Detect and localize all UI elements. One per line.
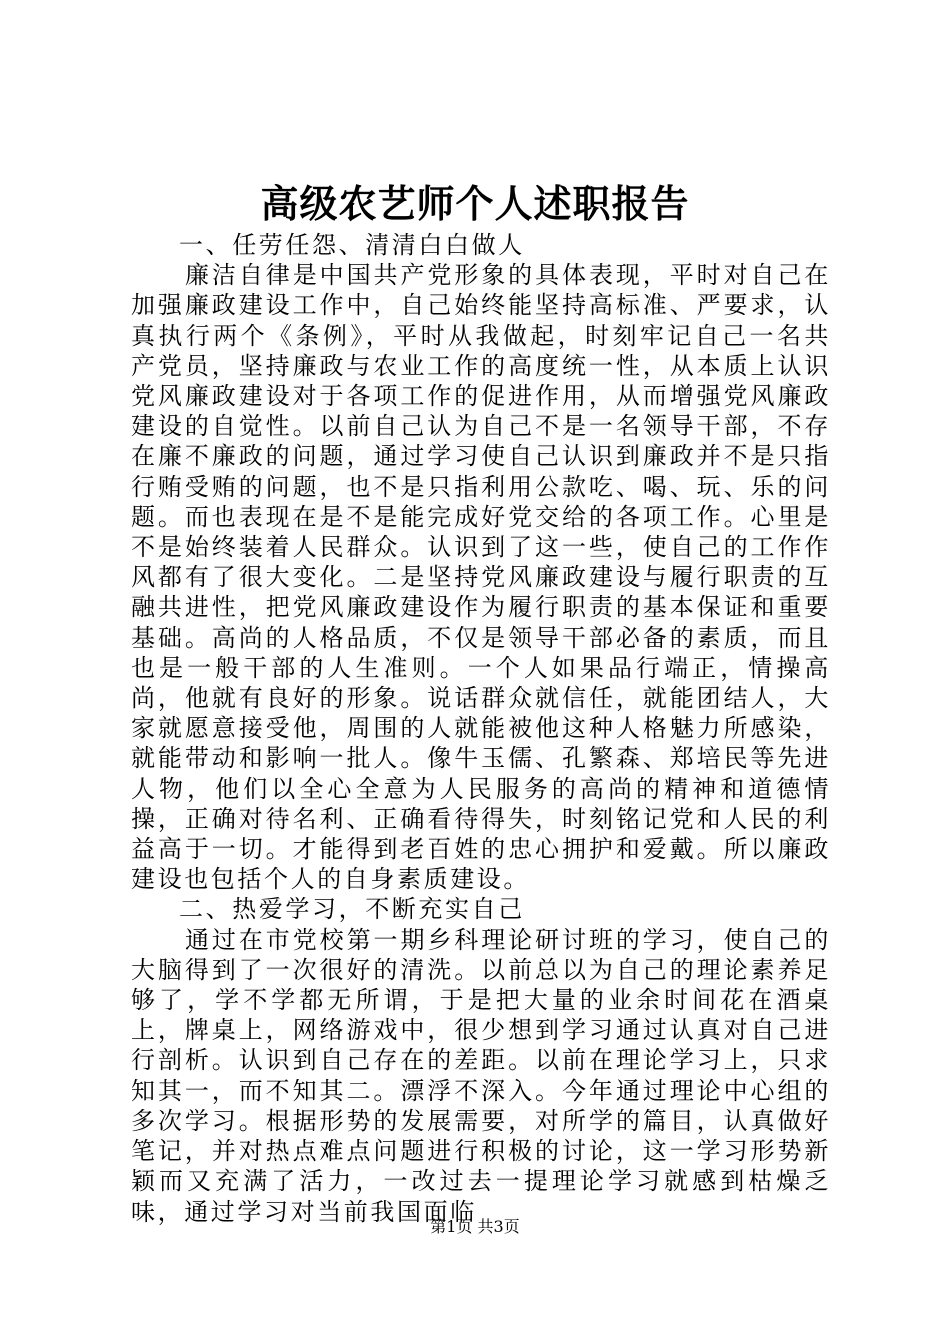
section-1-paragraph: 廉洁自律是中国共产党形象的具体表现，平时对自己在加强廉政建设工作中，自己始终能坚持高标准、严要求，认真执行两个《条例》，平时从我做起，时刻牢记自己一名共产党员，坚持廉政与农业工作的高度统一性，从本质上认识党风廉政建设对于各项工作的促进作用，从而增强党风廉政建设的自觉性。以前自己认为自己不是一名领导干部，不存在廉不廉政的问题，通过学习使自己认识到廉政并不是只指行贿受贿的问题，也不是只指利用公款吃、喝、玩、乐的问题。而也表现在是不是能完成好党交给的各项工作。心里是不是始终装着人民群众。认识到了这一些，使自己的工作作风都有了很大变化。二是坚持党风廉政建设与履行职责的互融共进性，把党风廉政建设作为履行职责的基本保证和重要基础。高尚的人格品质，不仅是领导干部必备的素质，而且也是一般干部的人生准则。一个人如果品行端正，情操高尚，他就有良好的形象。说话群众就信任，就能团结人，大家就愿意接受他，周围的人就能被他这种人格魅力所感染，就能带动和影响一批人。像牛玉儒、孔繁森、郑培民等先进人物，他们以全心全意为人民服务的高尚的精神和道德情操，正确对待名利、正确看待得失，时刻铭记党和人民的利益高于一切。才能得到老百姓的忠心拥护和爱戴。所以廉政建设也包括个人的自身素质建设。 [131, 261, 831, 894]
document-body [131, 230, 831, 1227]
section-2-heading: 二、热爱学习，不断充实自己 [179, 895, 525, 924]
page-footer: 第1页 共3页 [430, 1217, 520, 1236]
document-title: 高级农艺师个人述职报告 [260, 181, 690, 226]
section-1-heading: 一、任劳任怨、清清白白做人 [179, 231, 525, 259]
section-2-paragraph: 通过在市党校第一期乡科理论研讨班的学习，使自己的大脑得到了一次很好的清洗。以前总以为自己的理论素养足够了，学不学都无所谓，于是把大量的业余时间花在酒桌上，牌桌上，网络游戏中，很少想到学习通过认真对自己进行剖析。认识到自己存在的差距。以前在理论学习上，只求知其一，而不知其二。漂浮不深入。今年通过理论中心组的多次学习。根据形势的发展需要，对所学的篇目，认真做好笔记，并对热点难点问题进行积极的讨论，这一学习形势新颖而又充满了活力，一改过去一提理论学习就感到枯燥乏味，通过学习对当前我国面临 [131, 925, 831, 1226]
